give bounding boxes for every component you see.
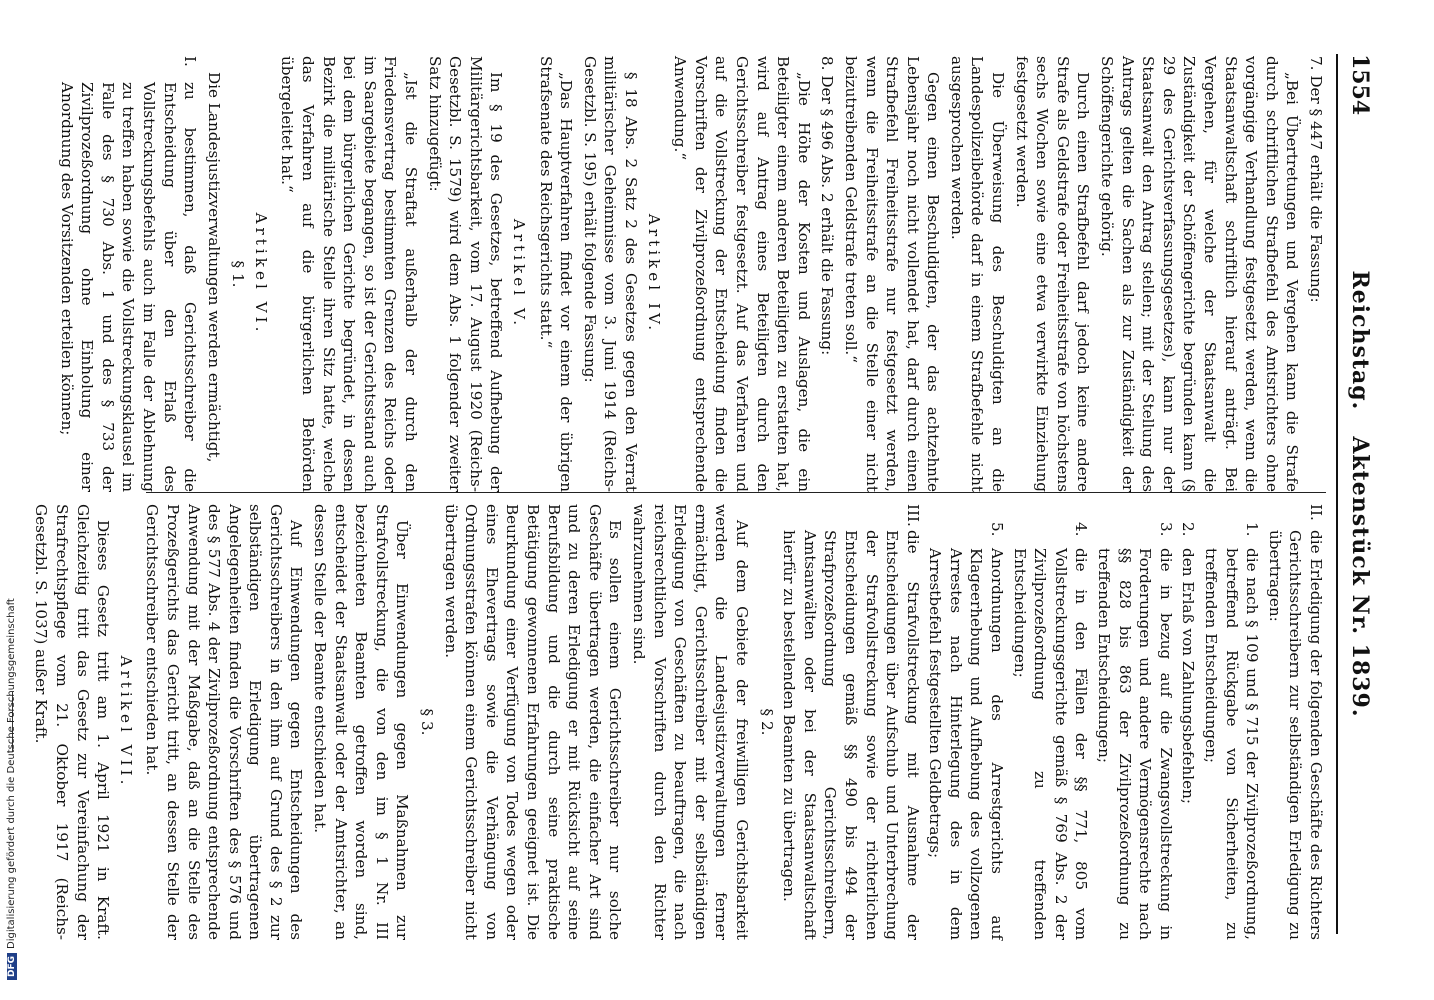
page-number: 1554	[1347, 54, 1373, 116]
paragraph: „Ist die Straftat außerhalb der durch den Friedensvertrag bestimmten Grenzen des Reichs oder im Saargebiete begangen, so ist der Gerichtsstand auch bei dem bürgerlichen Gerichte begründet, in dessen Bezirk die militärische Stelle ihren Sitz hatte, welche das Verfahren auf die bürgerlichen Behörden übergeleitet hat.“	[278, 56, 421, 492]
paragraph: „Das Hauptverfahren findet vor einem der übrigen Strafsenate des Reichsgerichts statt.“	[536, 56, 576, 492]
item-text: zu bestimmen, daß Gerichtsschreiber die Entscheidung über den Erlaß des Vollstreckungsbefehls auch im Falle der Ablehnung zu treffen haben sowie die Vollstreckungsklausel im Falle des § 730 Abs. 1 und des § 733 der Zivilprozeßordnung ohne Einholung einer Anordnung des Vorsitzenden erteilen können;	[57, 82, 200, 492]
document-number: Aktenstück Nr. 1839.	[1347, 436, 1373, 718]
paragraph: Die Überweisung des Beschuldigten an die Landespolizeibehörde darf in einem Strafbefehle nicht ausgesprochen werden.	[947, 56, 1008, 492]
section-heading: § 3.	[418, 708, 437, 736]
section-heading: § 2.	[757, 708, 776, 736]
paragraph: „Die Höhe der Kosten und Auslagen, die ein Beteiligter einem anderen Beteiligten zu erstatten hat, wird auf Antrag eines Beteiligten durch den Gerichtsschreiber festgesetzt. Auf das Verfahren und auf die Vollstreckung der Entscheidung finden die Vorschriften der Zivilprozeßordnung entsprechende Anwendung.“	[671, 56, 813, 492]
paragraph: „Bei Übertretungen und Vergehen kann die Strafe durch schriftlichen Strafbefehl des Amtsrichters ohne vorgängige Verhandlung festgesetzt werden, wenn die Staatsanwaltschaft schriftlich hierauf anträgt. Bei Vergehen, für welche der Staatsanwalt die Zuständigkeit der Schöffengerichte begründen kann (§ 29 des Gerichtsverfassungsgesetzes), kann nur der Staatsanwalt den Antrag stellen; mit der Stellung des Antrags gelten die Sachen als zur Zuständigkeit der Schöffengerichte gehörig.	[1098, 56, 1302, 492]
dfg-logo: DFG	[7, 953, 17, 980]
paragraph: Auf dem Gebiete der freiwilligen Gerichtsbarkeit werden die Landesjustizverwaltungen ferner ermächtigt, Gerichtsschreiber mit der selbständigen Erledigung von Geschäften zu beauftragen, die nach reichsrechtlichen Vorschriften durch den Richter wahrzunehmen sind.	[630, 504, 751, 940]
paragraph: Auf Einwendungen gegen Entscheidungen des Gerichtsschreibers in den ihm auf Grund des § 2 zur selbständigen Erledigung übertragenen Angelegenheiten finden die Vorschriften des § 576 und des § 577 Abs. 4 der Zivilprozeßordnung entsprechende Anwendung mit der Maßgabe, daß an die Stelle des Prozeßgerichts das Gericht tritt, an dessen Stelle der Gerichtsschreiber entschieden hat.	[143, 504, 306, 940]
enumerated-item	[1200, 504, 1262, 940]
paragraph: 8. Der § 496 Abs. 2 erhält die Fassung:	[818, 56, 837, 356]
item-number: III.	[903, 504, 922, 527]
paragraph: Gegen einen Beschuldigten, der das achtzehnte Lebensjahr noch nicht vollendet hat, darf durch einen Strafbefehl Freiheitsstrafe nur festgesetzt werden, wenn die Freiheitsstrafe an die Stelle einer nicht beizutreibenden Geldstrafe treten soll.“	[841, 56, 943, 492]
item-number: I.	[181, 56, 200, 67]
item-number: II.	[1307, 504, 1325, 521]
rotated-page-content	[32, 44, 1380, 944]
column-divider	[146, 492, 1326, 493]
item-number: 4.	[1072, 522, 1091, 537]
paragraph: Es sollen einem Gerichtsschreiber nur solche Geschäfte übertragen werden, die einfacher Art sind und zu deren Erledigung er mit Rücksicht auf seine Berufsbildung und die durch seine praktische Betätigung gewonnenen Erfahrungen geeignet ist. Die Beurkundung einer Verfügung von Todes wegen oder eines Ehevertrags sowie die Verhängung von Ordnungsstrafen können einem Gerichtsschreiber nicht übertragen werden.	[441, 504, 625, 940]
right-column	[32, 504, 1326, 940]
date-line	[0, 504, 2, 940]
paragraph: 7. Der § 447 erhält die Fassung:	[1307, 56, 1325, 303]
item-text: die in den Fällen der §§ 771, 805 vom Vollstreckungsgerichte gemäß § 769 Abs. 2 der Zivilprozeßordnung zu treffenden Entscheidungen;	[1010, 548, 1091, 940]
article-heading: Artikel VI.	[251, 212, 270, 336]
item-number: 2.	[1179, 522, 1198, 537]
enumerated-item	[1264, 504, 1326, 940]
paragraph: Dieses Gesetz tritt am 1. April 1921 in Kraft. Gleichzeitig tritt das Gesetz zur Vereinfachung der Strafrechtspflege vom 21. Oktober 1917 (Reichs-Gesetzbl. S. 1037) außer Kraft.	[32, 504, 113, 940]
enumerated-item	[1009, 504, 1091, 940]
item-text: die Strafvollstreckung mit Ausnahme der Entscheidungen über Aufschub und Unterbrechung der Strafvollstreckung sowie der richterlichen Entscheidungen gemäß §§ 490 bis 494 der Strafprozeßordnung Gerichtsschreibern, Amtsanwälten oder bei der Staatsanwaltschaft hierfür zu bestellenden Beamten zu übertragen.	[780, 530, 922, 940]
page-title	[1340, 54, 1380, 934]
item-number: 1.	[1243, 522, 1262, 537]
enumerated-item	[1178, 504, 1199, 940]
article-heading: Artikel VII.	[116, 655, 135, 789]
item-text: den Erlaß von Zahlungsbefehlen;	[1179, 548, 1198, 805]
journal-title: Reichstag.	[1347, 270, 1373, 411]
item-text: die Erledigung der folgenden Geschäfte des Richters Gerichtsschreibern zur selbständigen Erledigung zu übertragen:	[1265, 530, 1325, 940]
paragraph: § 18 Abs. 2 Satz 2 des Gesetzes gegen den Verrat militärischer Geheimnisse vom 3. Juni 1914 (Reichs-Gesetzbl. S. 195) erhält folgende Fassung:	[580, 56, 640, 492]
enumerated-item	[56, 56, 200, 492]
section-heading: § 1.	[229, 260, 248, 288]
enumerated-item	[1093, 504, 1175, 940]
enumerated-item	[925, 504, 1007, 940]
item-text: die nach § 109 und § 715 der Zivilprozeßordnung, betreffend Rückgabe von Sicherheiten, zu treffenden Entscheidungen;	[1202, 548, 1262, 940]
paragraph: Die Landesjustizverwaltungen werden ermächtigt,	[204, 72, 223, 463]
item-number: 3.	[1156, 522, 1175, 537]
footer-text: Digitalisierung gefördert durch die Deutsche Forschungsgemeinschaft	[6, 598, 17, 949]
page-header	[1336, 54, 1380, 934]
enumerated-item	[779, 504, 923, 940]
left-column	[57, 56, 1326, 492]
paragraph: Im § 19 des Gesetzes, betreffend Aufhebung der Militärgerichtsbarkeit, vom 17. August 1920 (Reichs-Gesetzbl. S. 1579) wird dem Abs. 1 folgender zweiter Satz hinzugefügt:	[425, 56, 506, 492]
article-heading: Artikel IV.	[644, 213, 663, 335]
digitization-credit	[6, 598, 17, 980]
paragraph: Über Einwendungen gegen Maßnahmen zur Strafvollstreckung, die von den im § 1 Nr. III bezeichneten Beamten getroffen worden sind, entscheidet der Staatsanwalt oder der Amtsrichter, an dessen Stelle der Beamte entschieden hat.	[311, 504, 412, 940]
item-text: die in bezug auf die Zwangsvollstreckung in Forderungen und andere Vermögensrechte nach §§ 828 bis 863 der Zivilprozeßordnung zu treffenden Entscheidungen;	[1095, 548, 1175, 940]
article-heading: Artikel V.	[510, 218, 529, 330]
item-number: 5.	[988, 522, 1007, 537]
paragraph: Durch einen Strafbefehl darf jedoch keine andere Strafe als Geldstrafe oder Freiheitsstrafe von höchstens sechs Wochen sowie eine etwa verwirkte Einziehung festgesetzt werden.	[1012, 56, 1093, 492]
item-text: Anordnungen des Arrestgerichts auf Klageerhebung und Aufhebung des vollzogenen Arrestes nach Hinterlegung des in dem Arrestbefehl festgestellten Geldbetrags;	[926, 548, 1007, 940]
